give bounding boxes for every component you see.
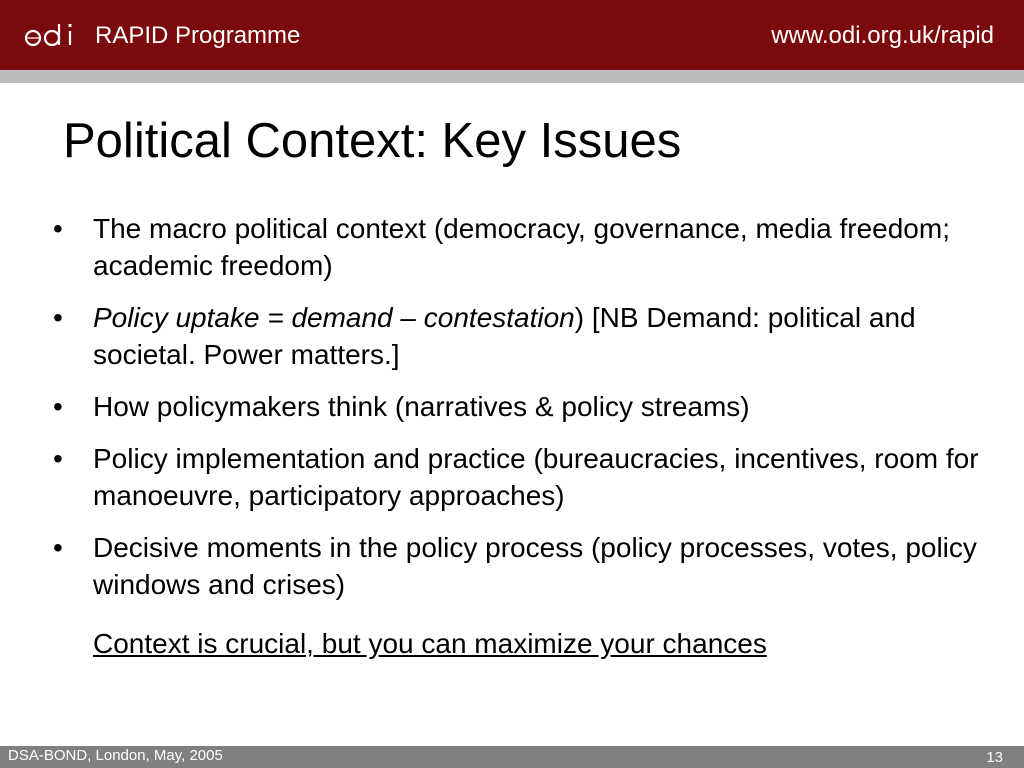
bullet-marker: • bbox=[53, 213, 63, 244]
footer-bar bbox=[0, 746, 1024, 768]
bullet-item bbox=[53, 529, 993, 603]
bullet-text: Policy implementation and practice (bureaucracies, incentives, room for manoeuvre, participatory approaches) bbox=[93, 443, 979, 511]
brand-name: RAPID Programme bbox=[95, 22, 301, 49]
bullet-text: ) [NB Demand: political and societal. Power matters.] bbox=[93, 302, 916, 370]
slide-title: Political Context: Key Issues bbox=[63, 114, 682, 168]
header-bar bbox=[0, 0, 1024, 70]
bullet-marker: • bbox=[53, 391, 63, 422]
page-number: 13 bbox=[986, 749, 1003, 766]
bullet-text: How policymakers think (narratives & policy streams) bbox=[93, 391, 750, 422]
bullet-italic-text: Policy uptake = demand – contestation bbox=[93, 302, 575, 333]
footer-event: DSA-BOND, London, May, 2005 bbox=[8, 747, 223, 764]
odi-logo bbox=[25, 20, 77, 50]
website-url[interactable]: www.odi.org.uk/rapid bbox=[771, 22, 994, 49]
bullet-text: The macro political context (democracy, governance, media freedom; academic freedom) bbox=[93, 213, 950, 281]
bullet-item bbox=[53, 388, 993, 425]
bullet-item bbox=[53, 440, 993, 514]
bullet-list bbox=[53, 210, 993, 618]
header-rule bbox=[0, 70, 1024, 83]
bullet-text: Decisive moments in the policy process (policy processes, votes, policy windows and crises) bbox=[93, 532, 977, 600]
bullet-item bbox=[53, 210, 993, 284]
bullet-marker: • bbox=[53, 443, 63, 474]
bullet-item bbox=[53, 299, 993, 373]
conclusion-tagline: Context is crucial, but you can maximize your chances bbox=[93, 628, 767, 659]
bullet-marker: • bbox=[53, 302, 63, 333]
bullet-marker: • bbox=[53, 532, 63, 563]
